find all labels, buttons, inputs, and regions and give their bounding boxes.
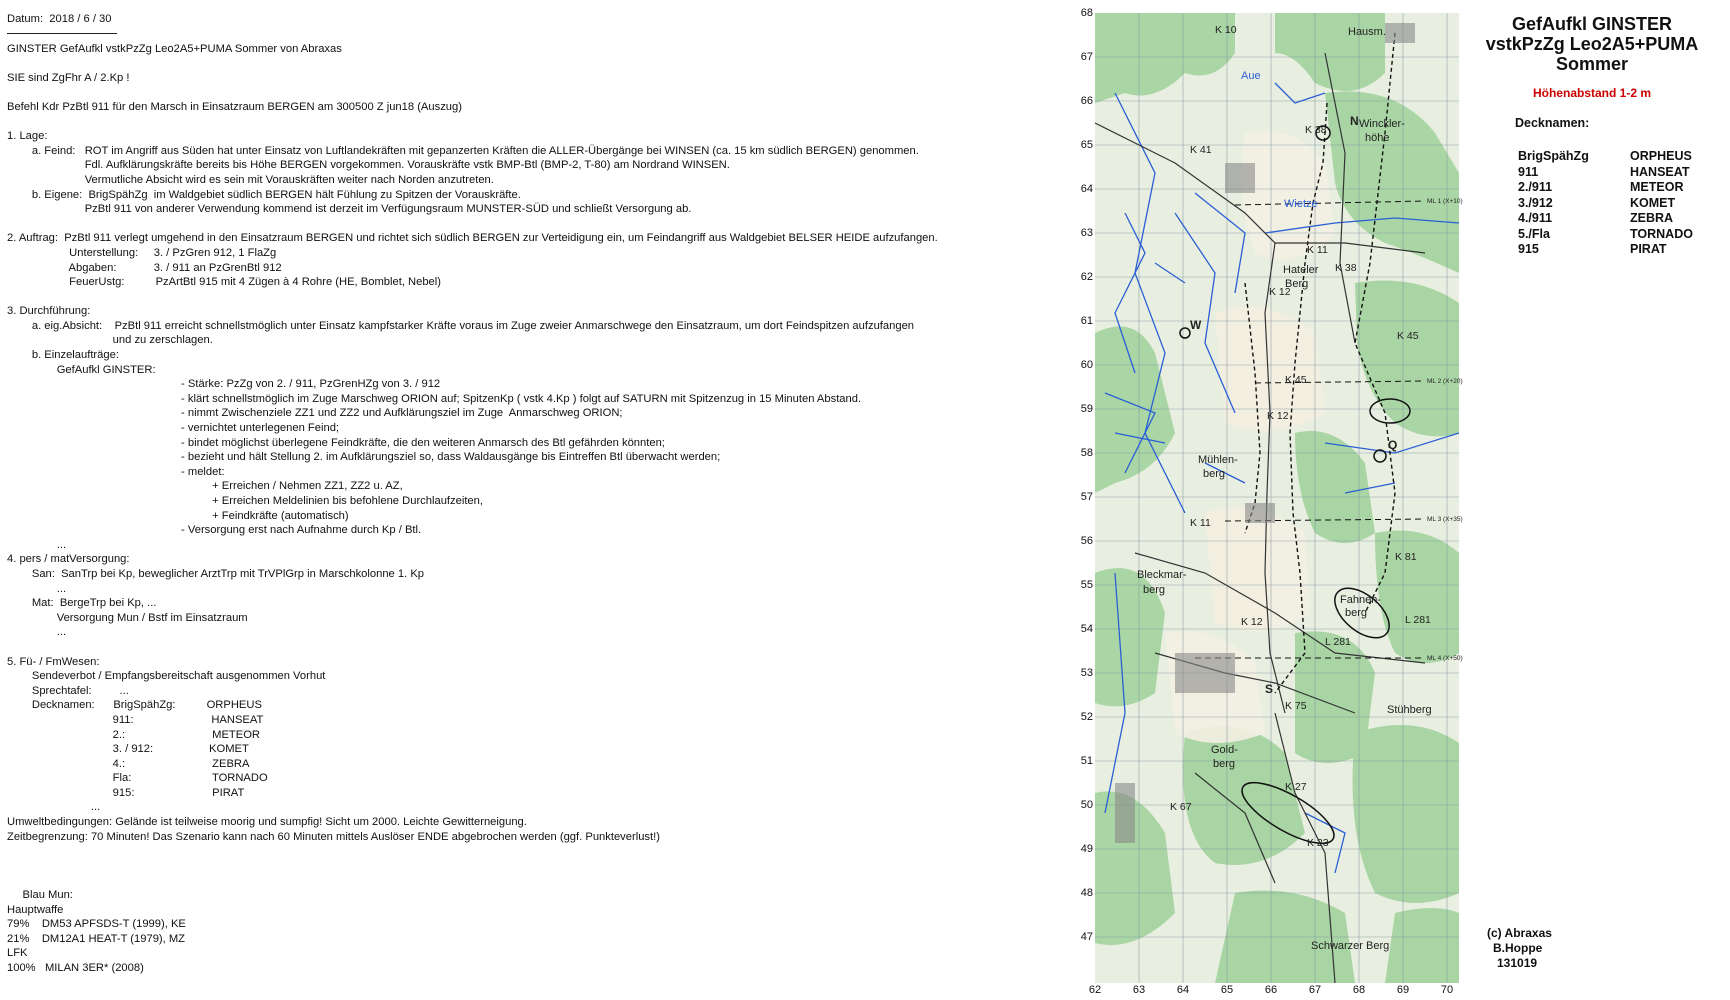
road-label: K 38 <box>1335 262 1357 274</box>
map-x-label: 68 <box>1352 984 1366 996</box>
map-y-label: 53 <box>1080 667 1093 679</box>
place-stuehberg: Stühberg <box>1387 704 1432 716</box>
codename-name: PIRAT <box>1630 242 1667 256</box>
place-fahnen: Fahnen- <box>1340 594 1381 606</box>
order-line: 100% MILAN 3ER* (2008) <box>7 962 144 974</box>
map-y-label: 47 <box>1080 931 1093 943</box>
place-hateler: Hateler <box>1283 264 1319 276</box>
road-label: K 12 <box>1241 616 1263 628</box>
map-y-label: 55 <box>1080 579 1093 591</box>
order-line <box>7 640 1057 655</box>
order-line <box>7 844 1057 859</box>
map-y-label: 58 <box>1080 447 1093 459</box>
order-line: ... <box>7 582 67 595</box>
order-line <box>7 56 1057 71</box>
order-line: SIE sind ZgFhr A / 2.Kp ! <box>7 71 130 84</box>
marker-n: N <box>1350 114 1359 128</box>
road-label: K 45 <box>1397 330 1419 342</box>
place-bleck-2: berg <box>1143 584 1166 596</box>
order-line <box>7 115 1057 130</box>
order-line: b. Einzelaufträge: <box>7 349 119 362</box>
order-line <box>7 873 1057 888</box>
codename-name: ZEBRA <box>1630 211 1674 225</box>
order-line: b. Eigene: BrigSpähZg im Waldgebiet südlich BERGEN hält Fühlung zu Spitzen der Vorauskräfte. <box>7 188 521 201</box>
map-y-label: 64 <box>1080 183 1093 195</box>
ml-label: ML 2 (X+20) <box>1427 378 1463 385</box>
order-line: 21% DM12A1 HEAT-T (1979), MZ <box>7 932 186 945</box>
order-line: Umweltbedingungen: Gelände ist teilweise moorig und sumpfig! Sicht um 2000. Leichte Gewitterneigung. <box>7 816 527 829</box>
order-line: FeuerUstg: PzArtBtl 915 mit 4 Zügen à 4 Rohre (HE, Bomblet, Nebel) <box>7 276 441 289</box>
order-line: ... <box>7 801 101 814</box>
map-y-label: 54 <box>1080 623 1093 635</box>
credit-line: (c) Abraxas <box>1487 926 1552 940</box>
codename-name: KOMET <box>1630 195 1676 210</box>
order-line: Decknamen: BrigSpähZg: ORPHEUS <box>7 699 262 712</box>
place-gold-2: berg <box>1213 758 1236 770</box>
codename-unit: 2./911 <box>1518 180 1553 194</box>
map-title <box>1457 14 1727 74</box>
road-label: K 67 <box>1170 801 1192 813</box>
codename-unit: 3./912 <box>1518 195 1553 210</box>
codename-unit: 915 <box>1518 242 1539 256</box>
order-line: GINSTER GefAufkl vstkPzZg Leo2A5+PUMA Sommer von Abraxas <box>7 42 342 55</box>
order-line: 4. pers / matVersorgung: <box>7 553 130 566</box>
map-x-label: 67 <box>1308 984 1322 996</box>
map-title-line: vstkPzZg Leo2A5+PUMA <box>1485 34 1699 54</box>
codenames-heading: Decknamen: <box>1515 116 1590 130</box>
ml-label: ML 3 (X+35) <box>1427 516 1463 523</box>
order-line: Hauptwaffe <box>7 903 64 916</box>
order-line: - Stärke: PzZg von 2. / 911, PzGrenHZg von 3. / 912 <box>7 378 441 391</box>
order-line: Unterstellung: 3. / PzGren 912, 1 FlaZg <box>7 246 277 259</box>
credit-line: B.Hoppe <box>1493 941 1543 955</box>
map-x-label: 64 <box>1176 984 1190 996</box>
place-winckler-2: höhe <box>1365 132 1390 144</box>
order-line: 1. Lage: <box>7 130 48 143</box>
ml-label: ML 1 (X+10) <box>1427 198 1463 205</box>
marker-s: S <box>1265 682 1274 696</box>
map-canvas <box>1095 13 1463 983</box>
map-y-label: 66 <box>1080 95 1093 107</box>
road-label: K 38 <box>1305 124 1327 136</box>
order-line <box>7 859 1057 874</box>
order-text-body <box>7 42 1057 976</box>
order-line <box>7 290 1057 305</box>
order-line: + Feindkräfte (automatisch) <box>7 509 349 522</box>
order-line: 915: PIRAT <box>7 786 245 799</box>
order-line: 3. / 912: KOMET <box>7 743 249 756</box>
map-y-label: 49 <box>1080 843 1093 855</box>
map-x-label: 69 <box>1396 984 1410 996</box>
order-line: Fla: TORNADO <box>7 772 268 785</box>
codename-name: TORNADO <box>1630 226 1693 241</box>
order-line: + Erreichen Meldelinien bis befohlene Durchlaufzeiten, <box>7 495 483 507</box>
place-hausm: Hausm. <box>1348 26 1386 38</box>
codename-unit: 911 <box>1518 164 1539 179</box>
order-line: LFK <box>7 947 28 960</box>
order-line: Abgaben: 3. / 911 an PzGrenBtl 912 <box>7 261 282 274</box>
map-x-label: 70 <box>1440 984 1454 996</box>
order-line <box>7 217 1057 232</box>
order-line: 5. Fü- / FmWesen: <box>7 655 100 668</box>
topographic-map <box>1095 13 1463 983</box>
road-label: K 11 <box>1190 517 1211 529</box>
road-label: K 12 <box>1267 410 1289 422</box>
ml-label: ML 4 (X+50) <box>1427 655 1463 662</box>
place-muehlen-2: berg <box>1203 468 1226 480</box>
order-line: 3. Durchführung: <box>7 305 91 318</box>
order-line: 2.: METEOR <box>7 728 261 741</box>
marker-w: W <box>1190 318 1202 332</box>
map-y-label: 63 <box>1080 227 1093 239</box>
map-x-label: 65 <box>1220 984 1234 996</box>
map-x-label: 66 <box>1264 984 1278 996</box>
road-label: K 81 <box>1395 551 1417 563</box>
map-credit <box>1487 926 1552 971</box>
date-line: Datum: 2018 / 6 / 30 <box>7 13 112 25</box>
order-line: - nimmt Zwischenziele ZZ1 und ZZ2 und Aufklärungsziel im Zuge Anmarschweg ORION; <box>7 407 623 420</box>
order-line: - bezieht und hält Stellung 2. im Aufklärungsziel so, dass Waldausgänge bis Eintreffen Btl überwacht werden; <box>7 451 721 464</box>
map-title-line: Sommer <box>1555 54 1629 74</box>
order-line: Vermutliche Absicht wird es sein mit Vorauskräften weiter nach Norden anzutreten. <box>7 173 494 186</box>
order-line: Fdl. Aufklärungskräfte bereits bis Höhe BERGEN vorgekommen. Vorauskräfte vstk BMP-Btl (BMP-2, T-80) am Nordrand WINSEN. <box>7 159 730 172</box>
map-y-label: 62 <box>1080 271 1093 283</box>
road-label: K 41 <box>1190 144 1212 156</box>
order-line: Mat: BergeTrp bei Kp, ... <box>7 597 157 610</box>
order-line: Versorgung Mun / Bstf im Einsatzraum <box>7 611 248 624</box>
place-gold: Gold- <box>1211 744 1238 756</box>
order-line: Blau Mun: <box>7 889 73 902</box>
map-subtitle: Höhenabstand 1-2 m <box>1532 86 1652 100</box>
codename-unit: 5./Fla <box>1518 226 1550 241</box>
map-y-label: 57 <box>1080 491 1093 503</box>
map-x-label: 62 <box>1088 984 1102 996</box>
order-line: + Erreichen / Nehmen ZZ1, ZZ2 u. AZ, <box>7 480 403 493</box>
road-label: K 12 <box>1269 286 1291 298</box>
order-line: Befehl Kdr PzBtl 911 für den Marsch in Einsatzraum BERGEN am 300500 Z jun18 (Auszug) <box>7 100 462 113</box>
road-label: K 10 <box>1215 24 1237 36</box>
order-line: San: SanTrp bei Kp, beweglicher ArztTrp mit TrVPlGrp in Marschkolonne 1. Kp <box>7 567 425 580</box>
order-line: ... <box>7 538 67 551</box>
road-label: K 23 <box>1307 837 1329 849</box>
order-line: a. Feind: ROT im Angriff aus Süden hat unter Einsatz von Luftlandekräften mit gepanzerten Kräften die ALLER-Übergänge bei WINSEN (ca. 15 km südlich BERGEN) genommen. <box>7 144 919 157</box>
road-label: K 75 <box>1285 700 1307 712</box>
order-line: - meldet: <box>7 465 225 478</box>
order-line: GefAufkl GINSTER: <box>7 363 156 376</box>
place-wietze: Wietze <box>1284 198 1318 210</box>
credit-line: 131019 <box>1497 956 1538 970</box>
place-bleck: Bleckmar- <box>1137 569 1187 581</box>
order-line: a. eig.Absicht: PzBtl 911 erreicht schnellstmöglich unter Einsatz kampfstarker Kräfte voraus im Zuge zweier Anmarschwege den Einsatzraum, um dort Feindspitzen aufzufangen <box>7 319 915 332</box>
road-label: L 281 <box>1405 614 1431 626</box>
codename-unit: BrigSpähZg <box>1518 149 1589 163</box>
order-line: ... <box>7 626 67 639</box>
map-title-line: GefAufkl GINSTER <box>1511 14 1672 34</box>
map-y-label: 60 <box>1080 359 1093 371</box>
codename-name: ORPHEUS <box>1630 149 1692 163</box>
map-y-label: 59 <box>1080 403 1093 415</box>
map-y-label: 61 <box>1080 315 1093 327</box>
order-line: 911: HANSEAT <box>7 713 264 726</box>
map-x-label: 63 <box>1132 984 1146 996</box>
road-label: K 11 <box>1307 244 1328 256</box>
order-line: - Versorgung erst nach Aufnahme durch Kp / Btl. <box>7 524 422 537</box>
map-y-label: 50 <box>1080 799 1093 811</box>
codename-unit: 4./911 <box>1518 211 1553 225</box>
map-y-label: 68 <box>1080 7 1093 19</box>
order-line: - bindet möglichst überlegene Feindkräfte, die den weiteren Anmarsch des Btl gefährden könnten; <box>7 436 665 449</box>
road-label: L 281 <box>1325 636 1351 648</box>
codename-name: HANSEAT <box>1630 164 1690 179</box>
map-y-label: 67 <box>1080 51 1093 63</box>
order-line: 4.: ZEBRA <box>7 757 250 770</box>
map-y-label: 51 <box>1080 755 1093 767</box>
road-label: K 27 <box>1285 781 1307 793</box>
date-divider <box>7 33 117 34</box>
order-line: und zu zerschlagen. <box>7 334 213 347</box>
place-hateler-2: Berg <box>1285 278 1309 290</box>
map-y-label: 65 <box>1080 139 1093 151</box>
codename-name: METEOR <box>1630 180 1684 194</box>
map-y-label: 52 <box>1080 711 1093 723</box>
map-y-label: 56 <box>1080 535 1093 547</box>
order-line: - vernichtet unterlegenen Feind; <box>7 422 340 435</box>
order-line: PzBtl 911 von anderer Verwendung kommend ist derzeit im Verfügungsraum MUNSTER-SÜD und schließt Versorgung ab. <box>7 203 692 216</box>
order-line: 2. Auftrag: PzBtl 911 verlegt umgehend in den Einsatzraum BERGEN und richtet sich südlich BERGEN zur Verteidigung ein, um Feindangriff aus Waldgebiet BELSER HEIDE aufzufangen. <box>7 232 938 245</box>
order-line: Sendeverbot / Empfangsbereitschaft ausgenommen Vorhut <box>7 670 326 683</box>
order-line: Sprechtafel: ... <box>7 684 129 697</box>
marker-q: Q <box>1388 438 1398 452</box>
order-line: Zeitbegrenzung: 70 Minuten! Das Szenario kann nach 60 Minuten mittels Auslöser ENDE abgebrochen werden (ggf. Punkteverlust!) <box>7 830 660 843</box>
order-line: 79% DM53 APFSDS-T (1999), KE <box>7 918 186 931</box>
place-fahnen-2: berg <box>1345 607 1368 619</box>
place-schwarzer-berg: Schwarzer Berg <box>1311 940 1390 952</box>
order-line: - klärt schnellstmöglich im Zuge Marschweg ORION auf; SpitzenKp ( vstk 4.Kp ) folgt auf SATURN mit Spitzenzug in 15 Minuten Abstand. <box>7 392 862 405</box>
place-aue: Aue <box>1241 70 1261 82</box>
order-document <box>7 12 1057 976</box>
order-line <box>7 85 1057 100</box>
map-panel <box>1077 0 1730 1000</box>
place-winckler: Winckler- <box>1359 118 1405 130</box>
road-label: K 45 <box>1285 374 1307 386</box>
map-y-label: 48 <box>1080 887 1093 899</box>
place-muehlen: Mühlen- <box>1198 454 1238 466</box>
